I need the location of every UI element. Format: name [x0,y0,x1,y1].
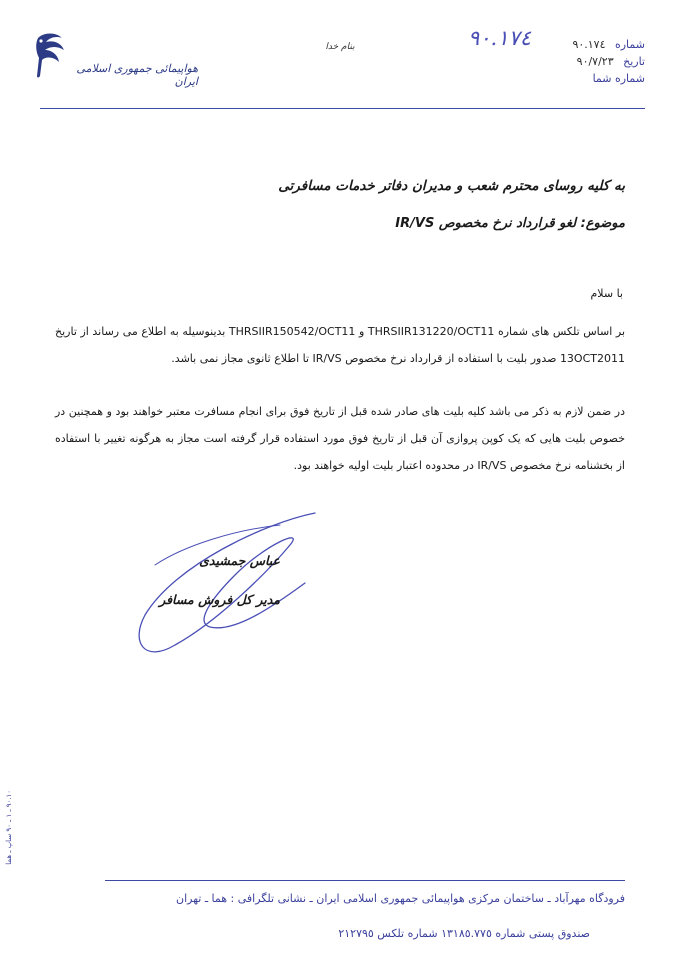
form-code: ٩٠.١٠ ـ ١ ـ ٩٠ ساپ ـ هما [5,790,13,865]
signatory-name: عباس جمشیدی [199,553,280,568]
body-paragraph-1: بر اساس تلکس های شماره THRSIIR131220/OCT11 و THRSIIR150542/OCT11 بدینوسیله به اطلاع می رساند از تاریخ 13OCT2011 صدور بلیت با استفاده از قرارداد نرخ مخصوص IR/VS تا اطلاع ثانوی مجاز نمی باشد. [55,325,626,365]
footer-postal: صندوق پستی شماره ١٣١٨٥.٧٧٥ شماره تلکس ٢١٢٧٩٥ [338,927,590,940]
footer-address: فرودگاه مهرآباد ـ ساختمان مرکزی هواپیمائی جمهوری اسلامی ایران ـ نشانی تلگرافی : هما ـ تهران [175,892,625,905]
header-divider [40,108,645,109]
number-row [505,36,645,53]
logo-text: هواپیمائی جمهوری اسلامی ایران [76,62,198,88]
body-paragraph-2: در ضمن لازم به ذکر می باشد کلیه بلیت های صادر شده قبل از تاریخ فوق برای انجام مسافرت معتبر خواهند بود و همچنین در خصوص بلیت هایی که یک کوپن پروازی آن قبل از تاریخ فوق مورد استفاده قرار گرفته است مجاز به هرگونه تغییر با استفاده از بخشنامه نرخ مخصوص IR/VS در محدوده اعتبار بلیت اولیه خواهند بود. [55,405,625,472]
greeting: با سلام [590,287,623,300]
letter-meta [505,36,645,87]
your-ref-label: شماره شما [592,72,645,85]
date-row [505,53,645,70]
number-value: ٩٠.١٧٤ [572,38,606,51]
footer-divider [105,880,625,881]
signature-scribble [115,505,330,665]
signatory-title: مدیر کل فروش مسافر [159,592,280,607]
subject-line: موضوع: لغو قرارداد نرخ مخصوص IR/VS [395,216,625,231]
handwritten-number: ٩٠.١٧٤ [468,26,532,50]
recipient-line: به کلیه روسای محترم شعب و مدیران دفاتر خدمات مسافرتی [278,178,625,194]
date-label: تاریخ [623,55,645,68]
date-value: ٩٠/٧/٢٣ [576,55,614,68]
your-ref-row [505,70,645,87]
bismillah: بنام خدا [325,42,355,52]
number-label: شماره [614,38,645,51]
homa-bird-logo-icon [30,30,70,82]
airline-logo [30,30,200,90]
